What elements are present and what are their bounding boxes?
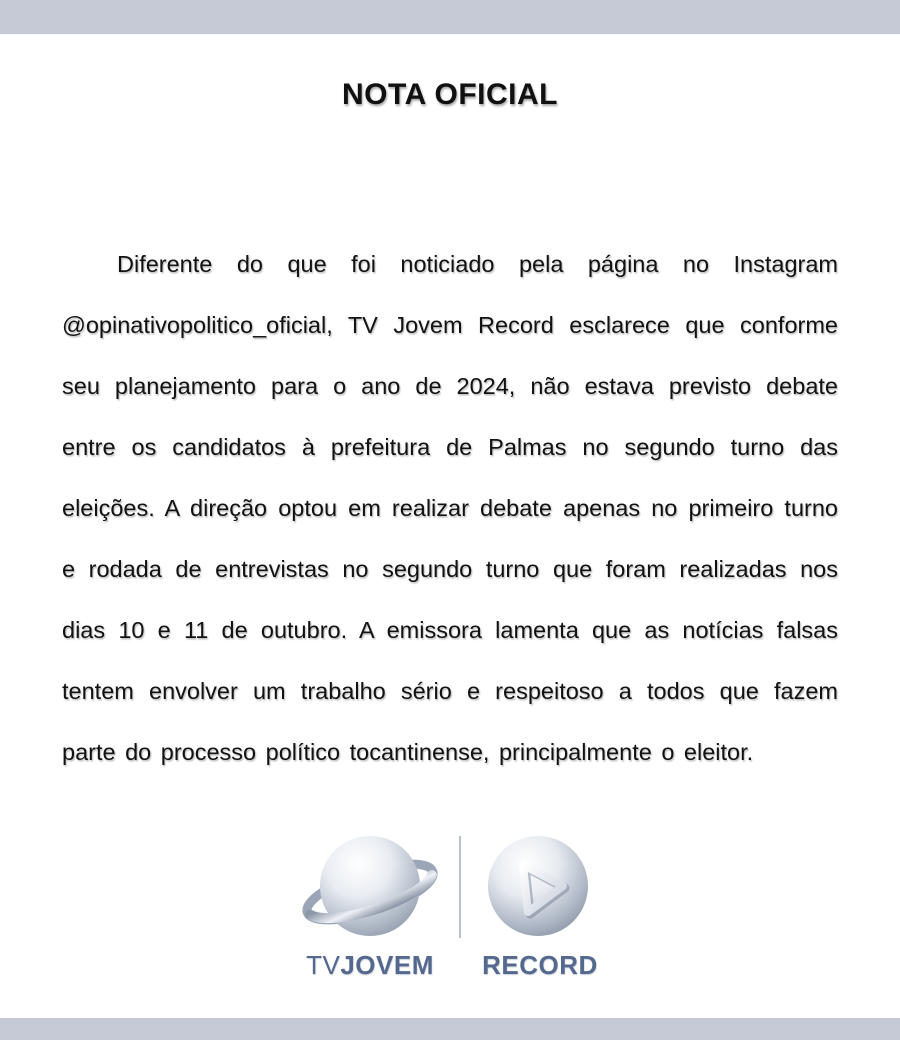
- top-bar: [0, 0, 900, 34]
- tv-jovem-wordmark: [306, 950, 434, 981]
- tv-jovem-logo-block: [295, 830, 445, 981]
- footer-logos: [0, 830, 900, 981]
- tv-jovem-wordmark-jovem: JOVEM: [340, 950, 434, 980]
- record-logo-block: [475, 830, 605, 981]
- record-logo-icon: [475, 830, 605, 948]
- tv-jovem-logo-icon: [295, 830, 445, 948]
- record-wordmark: RECORD: [482, 950, 598, 980]
- logo-divider: [459, 836, 461, 938]
- official-note-body: Diferente do que foi noticiado pela página no Instagram @opinativopolitico_oficial, TV Jovem Record esclarece que conforme seu planejamento para o ano de 2024, não estava previsto debate entre os candidatos à prefeitura de Palmas no segundo turno das eleições. A direção optou em realizar debate apenas no primeiro turno e rodada de entrevistas no segundo turno que foram realizadas nos dias 10 e 11 de outubro. A emissora lamenta que as notícias falsas tentem envolver um trabalho sério e respeitoso a todos que fazem parte do processo político tocantinense, principalmente o eleitor.: [62, 250, 838, 765]
- tv-jovem-wordmark-tv: TV: [306, 950, 341, 980]
- bottom-bar: [0, 1018, 900, 1040]
- page-title: NOTA OFICIAL: [342, 78, 558, 112]
